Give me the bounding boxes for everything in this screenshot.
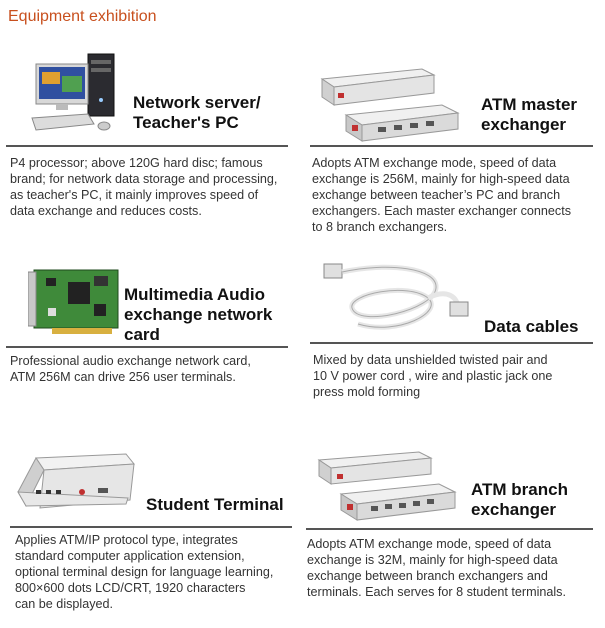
atm-branch-exchanger-icon <box>315 448 465 528</box>
desc-line: Mixed by data unshielded twisted pair and <box>313 353 548 367</box>
desc-line: terminals. Each serves for 8 student terminals. <box>307 585 566 599</box>
desc-line: 800×600 dots LCD/CRT, 1920 characters <box>15 581 246 595</box>
desc-line: exchange is 32M, mainly for high-speed data <box>307 553 558 567</box>
item-description <box>313 352 552 400</box>
divider <box>6 145 288 147</box>
title-line: exchanger <box>481 115 567 134</box>
desktop-pc-icon <box>30 50 130 140</box>
desc-line: data exchange and reduces costs. <box>10 204 202 218</box>
title-line: Student Terminal <box>146 495 284 514</box>
desc-line: Professional audio exchange network card, <box>10 354 251 368</box>
desc-line: to 8 branch exchangers. <box>312 220 448 234</box>
title-line: card <box>124 325 160 344</box>
item-description <box>10 155 277 219</box>
title-line: Teacher's PC <box>133 113 239 132</box>
item-title <box>481 95 577 135</box>
title-line: exchanger <box>471 500 557 519</box>
desc-line: exchange between branch exchangers and <box>307 569 548 583</box>
item-title <box>124 285 272 345</box>
divider <box>10 526 292 528</box>
title-line: Network server/ <box>133 93 261 112</box>
title-line: Data cables <box>484 317 579 336</box>
desc-line: Applies ATM/IP protocol type, integrates <box>15 533 238 547</box>
desc-line: can be displayed. <box>15 597 114 611</box>
item-title <box>133 93 261 133</box>
desc-line: Adopts ATM exchange mode, speed of data <box>312 156 557 170</box>
item-description <box>10 353 251 385</box>
divider <box>310 145 593 147</box>
desc-line: 10 V power cord , wire and plastic jack one <box>313 369 553 383</box>
page-heading: Equipment exhibition <box>8 8 157 25</box>
desc-line: brand; for network data storage and processing, <box>10 172 278 186</box>
student-terminal-icon <box>16 452 136 522</box>
item-title <box>471 480 568 520</box>
title-line: ATM master <box>481 95 578 114</box>
desc-line: Adopts ATM exchange mode, speed of data <box>307 537 552 551</box>
item-title <box>484 317 579 337</box>
desc-line: exchangers. Each master exchanger connects <box>312 204 572 218</box>
desc-line: P4 processor; above 120G hard disc; famous <box>10 156 263 170</box>
title-line: Multimedia Audio <box>124 285 266 304</box>
divider <box>306 528 593 530</box>
item-description <box>307 536 566 600</box>
desc-line: as teacher's PC, it mainly improves speed of <box>10 188 259 202</box>
desc-line: exchange is 256M, mainly for high-speed data <box>312 172 570 186</box>
item-description <box>312 155 571 235</box>
desc-line: standard computer application extension, <box>15 549 245 563</box>
atm-master-exchanger-icon <box>318 65 468 145</box>
desc-line: ATM 256M can drive 256 user terminals. <box>10 370 236 384</box>
desc-line: press mold forming <box>313 385 421 399</box>
desc-line: exchange between teacher’s PC and branch <box>312 188 561 202</box>
title-line: exchange network <box>124 305 273 324</box>
data-cable-icon <box>318 258 478 340</box>
divider <box>310 342 593 344</box>
desc-line: optional terminal design for language learning, <box>15 565 274 579</box>
item-title <box>146 495 284 515</box>
divider <box>6 346 288 348</box>
item-description <box>15 532 273 612</box>
title-line: ATM branch <box>471 480 568 499</box>
audio-network-card-icon <box>28 266 120 338</box>
